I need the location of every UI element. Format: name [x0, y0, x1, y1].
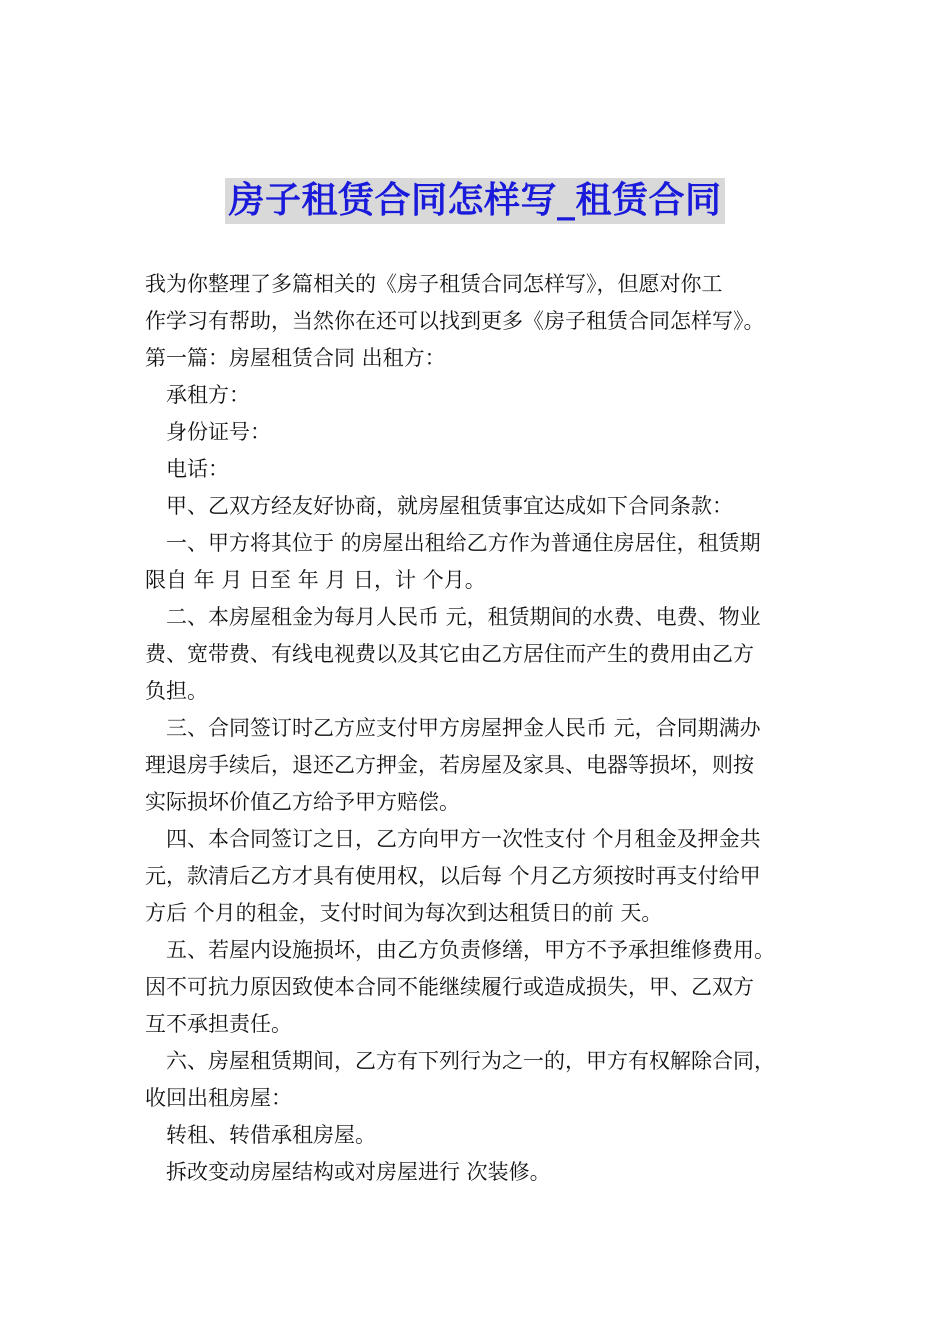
body-line: 五、若屋内设施损坏，由乙方负责修缮，甲方不予承担维修费用。 [166, 938, 775, 962]
body-line: 理退房手续后，退还乙方押金，若房屋及家具、电器等损坏，则按 [145, 753, 754, 777]
body-line: 因不可抗力原因致使本合同不能继续履行或造成损失，甲、乙双方 [145, 975, 754, 999]
body-line: 费、宽带费、有线电视费以及其它由乙方居住而产生的费用由乙方 [145, 642, 754, 666]
body-line: 作学习有帮助，当然你在还可以找到更多《房子租赁合同怎样写》。 [145, 309, 765, 333]
body-line: 元，款清后乙方才具有使用权，以后每 个月乙方须按时再支付给甲 [145, 864, 761, 888]
document-body [145, 266, 815, 1191]
body-line: 转租、转借承租房屋。 [166, 1123, 376, 1147]
body-line: 甲、乙双方经友好协商，就房屋租赁事宜达成如下合同条款： [166, 494, 733, 518]
body-line: 身份证号： [166, 420, 271, 444]
body-line: 方后 个月的租金，支付时间为每次到达租赁日的前 天。 [145, 901, 663, 925]
body-line: 收回出租房屋： [145, 1086, 292, 1110]
body-line: 我为你整理了多篇相关的《房子租赁合同怎样写》，但愿对你工 [145, 272, 723, 296]
body-line: 限自 年 月 日至 年 月 日，计 个月。 [145, 568, 486, 592]
body-line: 三、合同签订时乙方应支付甲方房屋押金人民币 元，合同期满办 [166, 716, 761, 740]
body-line: 电话： [166, 457, 229, 481]
body-line: 第一篇：房屋租赁合同 出租方： [145, 346, 446, 370]
title-container [0, 178, 950, 224]
document-title: 房子租赁合同怎样写_租赁合同 [225, 178, 724, 224]
body-line: 互不承担责任。 [145, 1012, 292, 1036]
body-line: 负担。 [145, 679, 208, 703]
body-line: 六、房屋租赁期间，乙方有下列行为之一的，甲方有权解除合同， [166, 1049, 775, 1073]
body-line: 一、甲方将其位于 的房屋出租给乙方作为普通住房居住，租赁期 [166, 531, 761, 555]
body-line: 拆改变动房屋结构或对房屋进行 次装修。 [166, 1160, 551, 1184]
body-line: 承租方： [166, 383, 250, 407]
body-line: 四、本合同签订之日，乙方向甲方一次性支付 个月租金及押金共 [166, 827, 761, 851]
body-line: 二、本房屋租金为每月人民币 元，租赁期间的水费、电费、物业 [166, 605, 761, 629]
body-line: 实际损坏价值乙方给予甲方赔偿。 [145, 790, 460, 814]
